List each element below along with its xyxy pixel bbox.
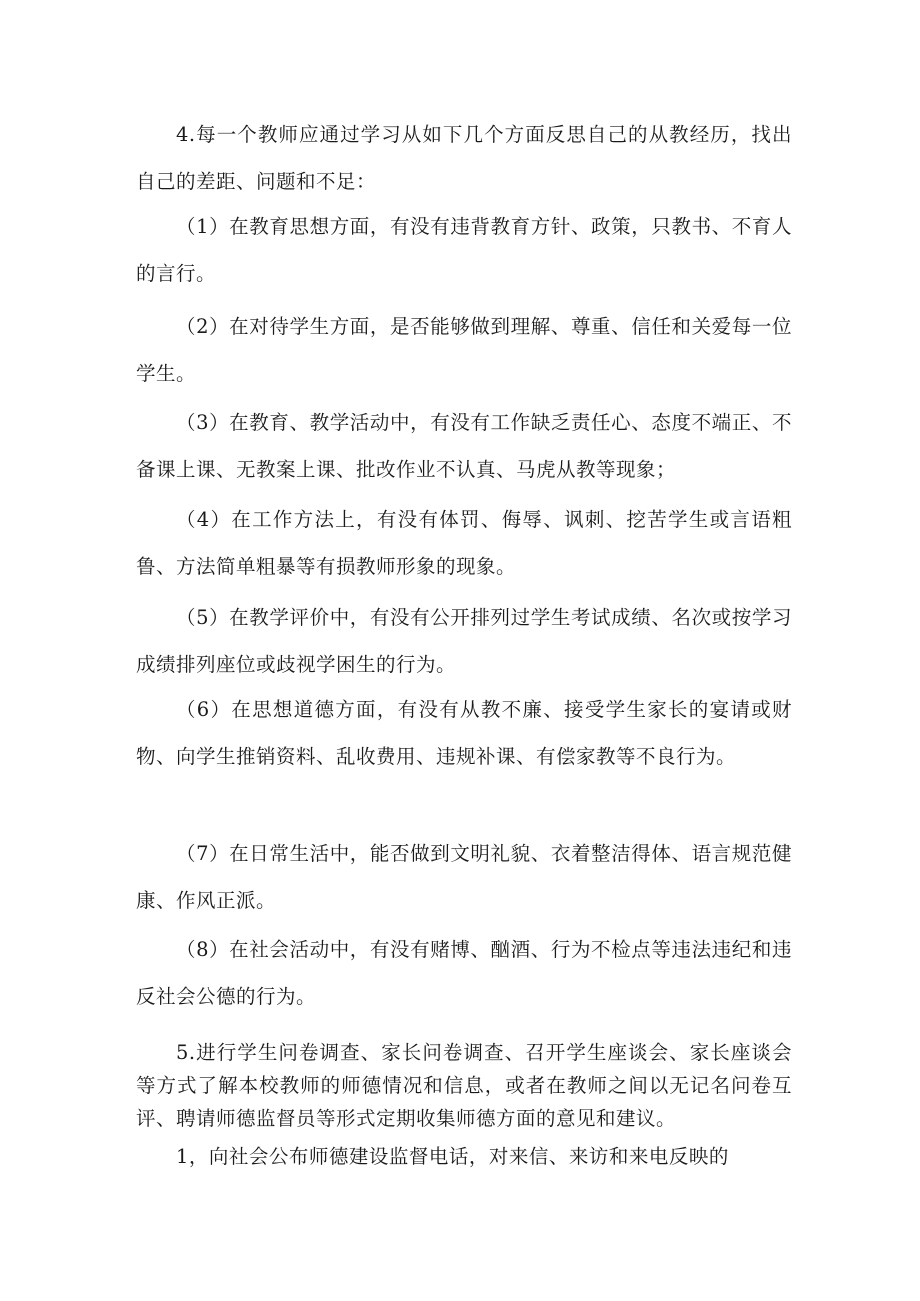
paragraph-item-4-3: （3）在教育、教学活动中，有没有工作缺乏责任心、态度不端正、不备课上课、无教案上课、批改作业不认真、马虎从教等现象； bbox=[136, 411, 792, 481]
paragraph-item-4-5: （5）在教学评价中，有没有公开排列过学生考试成绩、名次或按学习成绩排列座位或歧视学困生的行为。 bbox=[136, 606, 792, 676]
paragraph-item-4-1: （1）在教育思想方面，有没有违背教育方针、政策，只教书、不育人的言行。 bbox=[136, 215, 792, 285]
paragraph-item-4-6: （6）在思想道德方面，有没有从教不廉、接受学生家长的宴请或财物、向学生推销资料、乱收费用、违规补课、有偿家教等不良行为。 bbox=[136, 698, 792, 768]
paragraph-item-4-8: （8）在社会活动中，有没有赌博、酗酒、行为不检点等违法违纪和违反社会公德的行为。 bbox=[136, 938, 792, 1008]
paragraph-item-4-4: （4）在工作方法上，有没有体罚、侮辱、讽刺、挖苦学生或言语粗鲁、方法简单粗暴等有损教师形象的现象。 bbox=[136, 508, 792, 578]
paragraph-item-4-2: （2）在对待学生方面，是否能够做到理解、尊重、信任和关爱每一位学生。 bbox=[136, 315, 792, 385]
paragraph-item-5: 5.进行学生问卷调查、家长问卷调查、召开学生座谈会、家长座谈会等方式了解本校教师的师德情况和信息，或者在教师之间以无记名问卷互评、聘请师德监督员等形式定期收集师德方面的意见和建议。 bbox=[136, 1041, 792, 1130]
paragraph-item-1-partial: 1，向社会公布师德建设监督电话，对来信、来访和来电反映的 bbox=[175, 1145, 729, 1168]
paragraph-item-4: 4.每一个教师应通过学习从如下几个方面反思自己的从教经历，找出自己的差距、问题和不足： bbox=[136, 123, 792, 193]
paragraph-item-4-7: （7）在日常生活中，能否做到文明礼貌、衣着整洁得体、语言规范健康、作风正派。 bbox=[136, 842, 792, 912]
